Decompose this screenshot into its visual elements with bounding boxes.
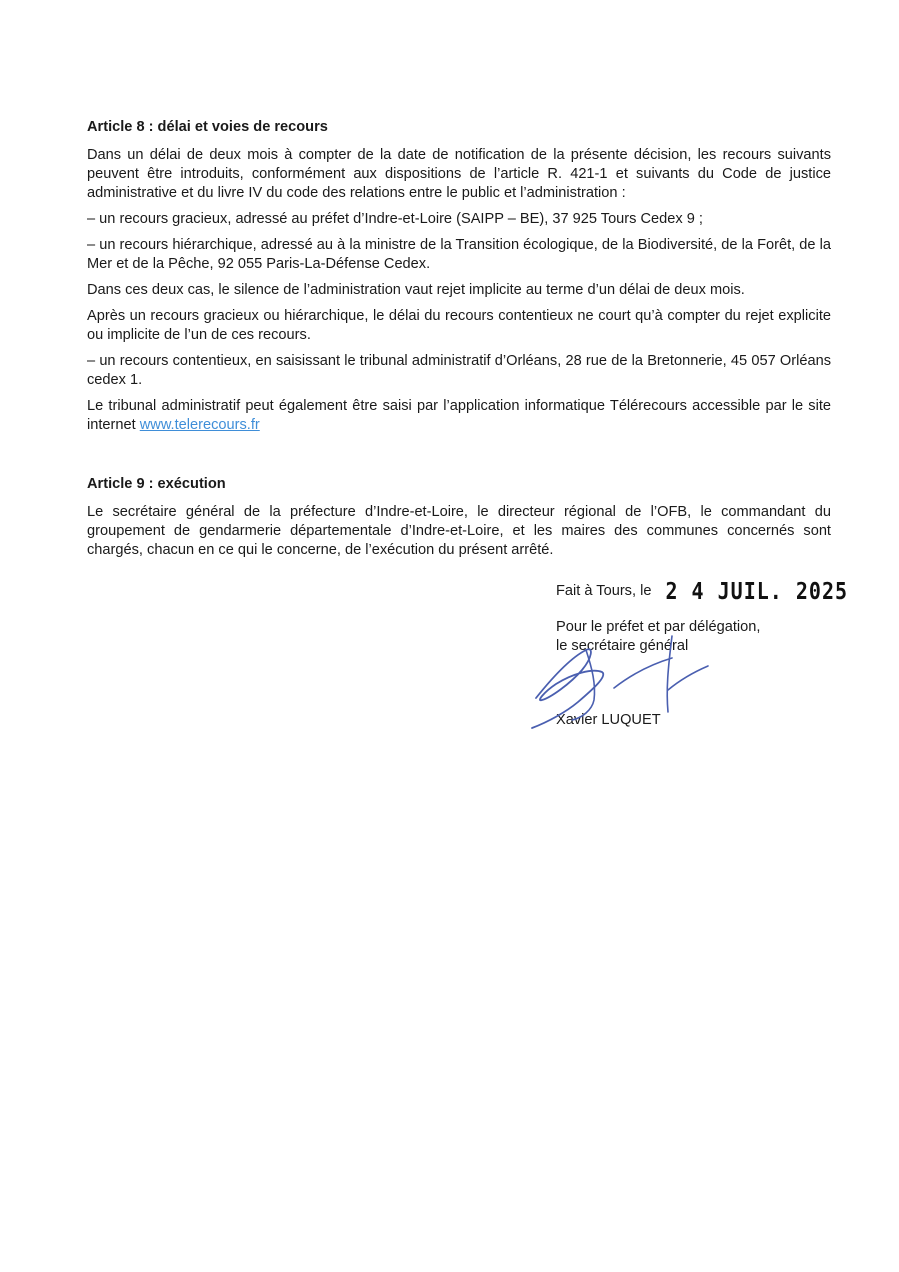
article-8-paragraph-7	[87, 397, 831, 435]
place-label: Fait à Tours, le	[556, 582, 652, 599]
telerecours-text: Le tribunal administratif peut également être saisi par l’application informatique Télérecours accessible par le site internet	[87, 398, 831, 433]
date-stamp: 2 4 JUIL. 2025	[665, 576, 849, 605]
article-8-paragraph-4: Dans ces deux cas, le silence de l’administration vaut rejet implicite au terme d’un délai de deux mois.	[87, 282, 745, 298]
signer-name: Xavier LUQUET	[556, 712, 661, 728]
article-8-paragraph-5: Après un recours gracieux ou hiérarchique, le délai du recours contentieux ne court qu’à compter du rejet explicite ou implicite de l’un de ces recours.	[87, 308, 831, 343]
article-9-title: Article 9 : exécution	[87, 476, 226, 492]
delegation-line-1: Pour le préfet et par délégation,	[556, 619, 761, 635]
handwritten-signature	[522, 628, 722, 738]
telerecours-link[interactable]: www.telerecours.fr	[139, 417, 260, 433]
article-8-paragraph-2: – un recours gracieux, adressé au préfet d’Indre-et-Loire (SAIPP – BE), 37 925 Tours Cedex 9 ;	[87, 211, 703, 227]
article-8-paragraph-3: – un recours hiérarchique, adressé au à la ministre de la Transition écologique, de la Biodiversité, de la Forêt, de la Mer et de la Pêche, 92 055 Paris-La-Défense Cedex.	[87, 237, 831, 272]
delegation-line-2: le secrétaire général	[556, 638, 689, 654]
place-date-line	[556, 576, 856, 606]
article-9-paragraph-1: Le secrétaire général de la préfecture d’Indre-et-Loire, le directeur régional de l’OFB, le commandant du groupement de gendarmerie départementale d’Indre-et-Loire, et les maires des communes concernés sont chargés, chacun en ce qui le concerne, de l’exécution du présent arrêté.	[87, 504, 831, 558]
article-8-paragraph-6: – un recours contentieux, en saisissant le tribunal administratif d’Orléans, 28 rue de la Bretonnerie, 45 057 Orléans cedex 1.	[87, 353, 831, 388]
article-8-title: Article 8 : délai et voies de recours	[87, 119, 328, 135]
section-gap	[87, 442, 831, 462]
document-body	[87, 118, 831, 567]
article-8-paragraph-1: Dans un délai de deux mois à compter de la date de notification de la présente décision, les recours suivants peuvent être introduits, conformément aux dispositions de l’article R. 421-1 et suivants du Code de justice administrative et du livre IV du code des relations entre le public et l’administration :	[87, 147, 831, 201]
